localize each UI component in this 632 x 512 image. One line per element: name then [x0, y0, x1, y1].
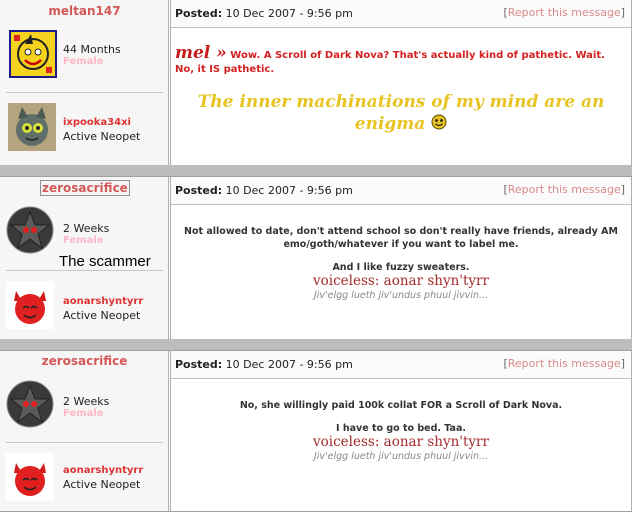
report-link[interactable]: [Report this message]: [503, 6, 625, 19]
report-link[interactable]: [Report this message]: [503, 357, 625, 370]
forum-post: [0, 0, 632, 166]
post-message: No, she willingly paid 100k collat FOR a Scroll of Dark Nova. I have to go to bed. Taa.: [239, 400, 563, 434]
post-timestamp: Posted: 10 Dec 2007 - 9:56 pm: [175, 7, 353, 20]
sidebar-divider: [6, 270, 163, 271]
signature-title: voiceless: aonar shyn'tyrr: [313, 273, 489, 289]
user-note: The scammer: [59, 253, 151, 270]
post-body: [170, 177, 632, 340]
post-sidebar: [0, 0, 169, 165]
user-gender: Female: [63, 56, 104, 67]
post-username[interactable]: zerosacrifice: [41, 354, 128, 368]
post-message: Not allowed to date, don't attend school so don't really have friends, already AM emo/goth/whatever if you want to label me. And I like fuzzy sweaters.: [184, 226, 618, 273]
user-avatar[interactable]: [6, 380, 54, 428]
pet-name[interactable]: ixpooka34xi: [63, 117, 131, 128]
report-link[interactable]: [Report this message]: [503, 183, 625, 196]
sidebar-divider: [6, 442, 163, 443]
pet-status: Active Neopet: [63, 478, 141, 491]
post-message: mel » Wow. A Scroll of Dark Nova? That's actually kind of pathetic. Wait. No, it IS pathetic.: [175, 43, 605, 75]
pet-name[interactable]: aonarshyntyrr: [63, 465, 144, 476]
signature-subtitle: Jiv'elgg lueth jiv'undus phuul jivvin...: [313, 290, 489, 301]
signature-name: mel »: [175, 43, 227, 63]
user-gender: Female: [63, 408, 104, 419]
post-header: [171, 351, 631, 379]
pet-avatar[interactable]: [6, 453, 54, 501]
pet-avatar[interactable]: [6, 281, 54, 329]
signature-subtitle: Jiv'elgg lueth jiv'undus phuul jivvin...: [313, 451, 489, 462]
post-username[interactable]: zerosacrifice: [42, 181, 128, 195]
post-sidebar: [0, 351, 169, 511]
sidebar-divider: [6, 92, 163, 93]
forum-post: [0, 350, 632, 512]
pet-name[interactable]: aonarshyntyrr: [63, 296, 144, 307]
forum-post: [0, 176, 632, 341]
post-timestamp: Posted: 10 Dec 2007 - 9:56 pm: [175, 358, 353, 371]
signature-quote: The inner machinations of my mind are an enigma: [197, 92, 605, 134]
pet-status: Active Neopet: [63, 130, 141, 143]
post-body: [170, 0, 632, 165]
post-sidebar: [0, 177, 169, 340]
post-header: [171, 177, 631, 205]
signature-title: voiceless: aonar shyn'tyrr: [313, 434, 489, 450]
post-username[interactable]: meltan147: [48, 4, 121, 18]
user-avatar[interactable]: [6, 206, 54, 254]
post-timestamp: Posted: 10 Dec 2007 - 9:56 pm: [175, 184, 353, 197]
smiley-icon: [431, 114, 447, 136]
account-age: 2 Weeks: [63, 395, 110, 408]
account-age: 44 Months: [63, 43, 121, 56]
user-gender: Female: [63, 235, 104, 246]
account-age: 2 Weeks: [63, 222, 110, 235]
user-avatar[interactable]: [9, 30, 57, 78]
pet-status: Active Neopet: [63, 309, 141, 322]
post-header: [171, 0, 631, 28]
post-body: [170, 351, 632, 511]
pet-avatar[interactable]: [8, 103, 56, 151]
